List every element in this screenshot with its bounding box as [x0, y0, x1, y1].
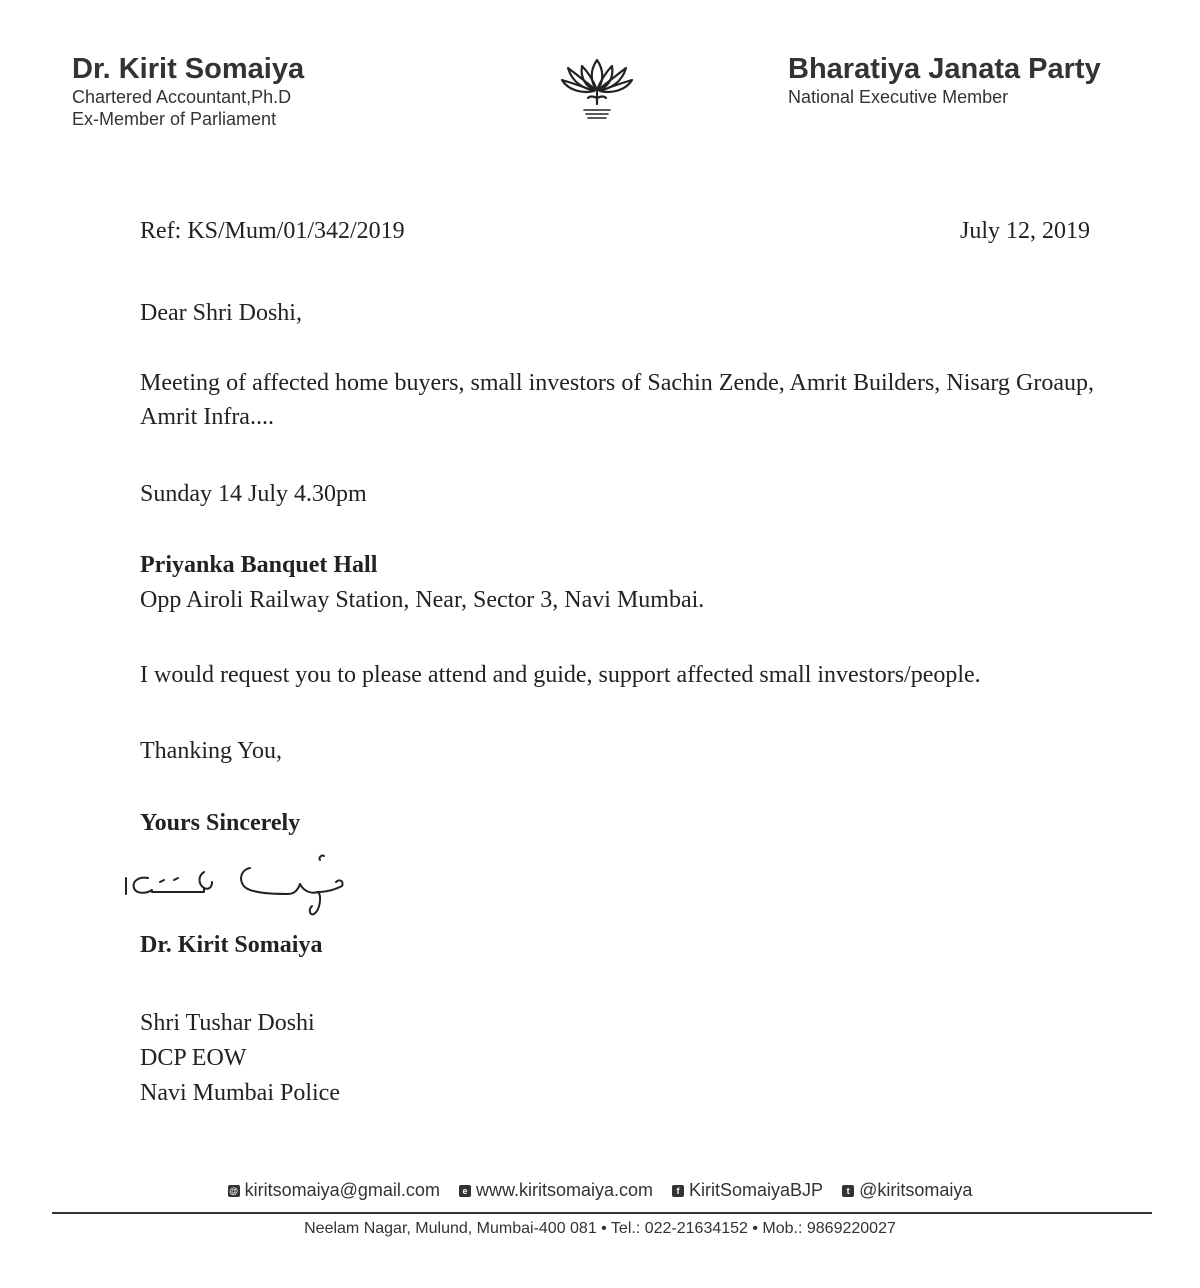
footer-postal-address: Neelam Nagar, Mulund, Mumbai-400 081 • Tel.: 022-21634152 • Mob.: 9869220027: [304, 1220, 896, 1237]
footer-email[interactable]: [228, 1180, 440, 1201]
footer-facebook-text: KiritSomaiyaBJP: [689, 1180, 824, 1200]
handwritten-signature: [112, 852, 356, 922]
footer-twitter[interactable]: [842, 1180, 972, 1201]
reference-number: Ref: KS/Mum/01/342/2019: [140, 218, 405, 244]
thanks-line: Thanking You,: [140, 738, 283, 764]
addressee-name: Shri Tushar Doshi: [140, 1010, 315, 1036]
letterhead-left: [72, 52, 304, 130]
signer-name: Dr. Kirit Somaiya: [140, 932, 323, 958]
addressee-designation: DCP EOW: [140, 1045, 247, 1071]
venue-address: Opp Airoli Railway Station, Near, Sector 3, Navi Mumbai.: [140, 587, 705, 613]
salutation: Dear Shri Doshi,: [140, 300, 302, 326]
request-paragraph: I would request you to please attend and guide, support affected small investors/people.: [140, 662, 981, 688]
venue-name: Priyanka Banquet Hall: [140, 552, 378, 578]
website-icon: e: [459, 1185, 471, 1197]
twitter-icon: t: [842, 1185, 854, 1197]
letterhead-qualification: Chartered Accountant,Ph.D: [72, 87, 292, 107]
footer-facebook[interactable]: [672, 1180, 823, 1201]
meeting-time: Sunday 14 July 4.30pm: [140, 481, 367, 507]
addressee-organization: Navi Mumbai Police: [140, 1080, 340, 1106]
footer-contacts: [0, 1180, 1200, 1201]
email-icon: @: [229, 1186, 239, 1196]
footer-website[interactable]: [459, 1180, 653, 1201]
facebook-icon: f: [672, 1185, 684, 1197]
party-role: National Executive Member: [788, 87, 1009, 107]
meeting-paragraph: Meeting of affected home buyers, small investors of Sachin Zende, Amrit Builders, Nisarg Groaup, Amrit Infra....: [140, 370, 1094, 430]
party-name: Bharatiya Janata Party: [788, 53, 1101, 85]
footer-email-text: kiritsomaiya@gmail.com: [244, 1180, 440, 1200]
letterhead-right: [788, 52, 1101, 108]
closing-line: Yours Sincerely: [140, 810, 301, 836]
footer-twitter-text: @kiritsomaiya: [859, 1180, 973, 1200]
letterhead-former-role: Ex-Member of Parliament: [72, 109, 277, 129]
footer-website-text: www.kiritsomaiya.com: [475, 1180, 653, 1200]
letterhead-name: Dr. Kirit Somaiya: [72, 53, 305, 85]
letter-date: July 12, 2019: [959, 218, 1090, 244]
footer-divider: [52, 1212, 1152, 1214]
lotus-icon: [560, 52, 634, 122]
